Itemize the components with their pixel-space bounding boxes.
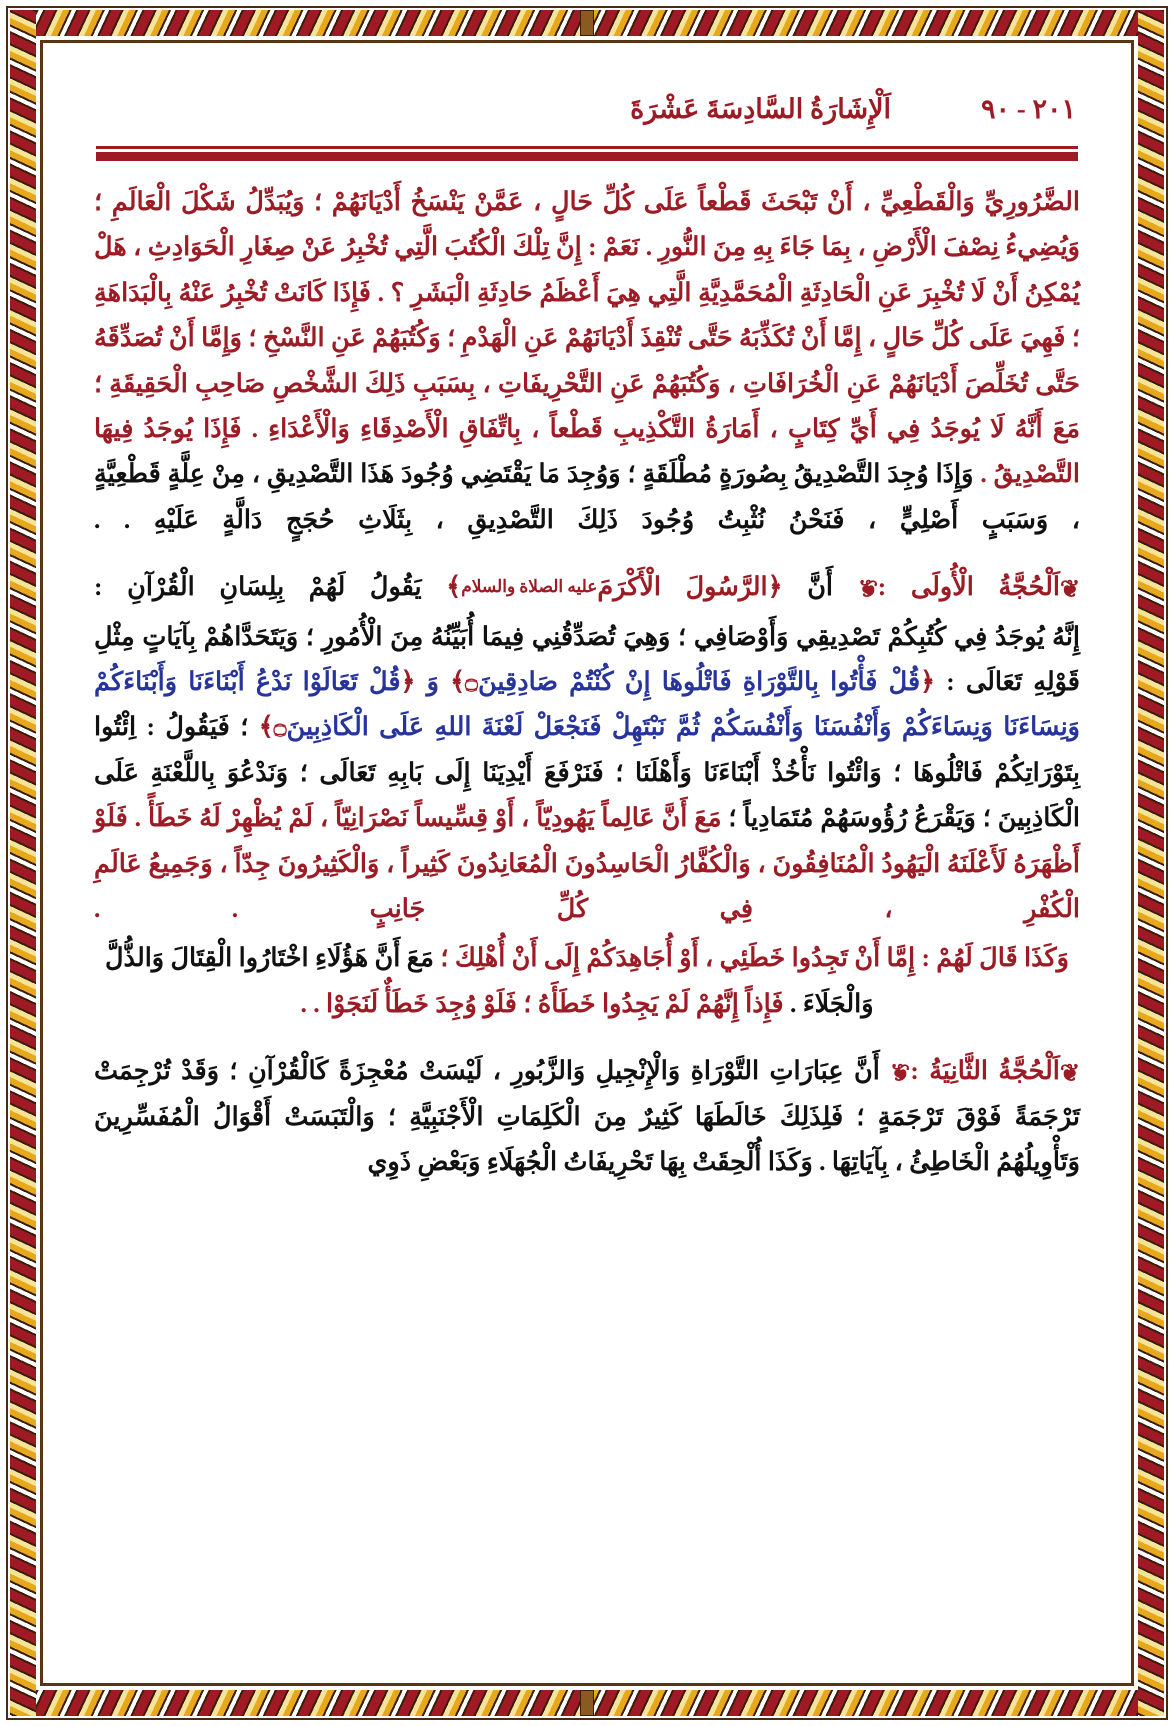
border-tab-bottom — [580, 1690, 594, 1716]
quran-verse-1: قُلْ فَأْتُوا بِالتَّوْرَاةِ فَاتْلُوهَا إِنْ كُنْتُمْ صَادِقِينَ — [477, 667, 921, 697]
verse-close-bracket-icon: ﴾ — [258, 712, 274, 742]
page-title: اَلْإِشَارَةُ السَّادِسَةَ عَشْرَةَ — [630, 93, 891, 124]
floral-ornament-icon: ❦ — [1059, 577, 1081, 603]
verse-end-marker-icon: ۝ — [273, 713, 287, 739]
paragraph-2-black-tail: ؛ فَيَقُولُ : اِئْتُوا بِتَوْرَاتِكُمْ فَاتْلُوهَا ؛ وَائْتُوا نَأْخُذْ أَبْنَاءَنَا وَأَهْلَنَا ؛ فَنَرْفَعَ أَيْدِيَنَا إِلَى بَابِهِ تَعَالَى ؛ وَنَدْعُوَ بِاللَّعْنَةِ عَلَى الْكَاذِبِينَ ؛ وَيَقْرَعُ رُؤُوسَهُمْ مُتَمَادِياً ؛ — [94, 712, 1080, 833]
border-braid-left — [10, 10, 36, 1716]
honorific-icon: عليه الصلاة والسلام — [461, 577, 598, 596]
header-divider-thin — [96, 146, 1078, 149]
paragraph-3 — [94, 935, 1080, 1026]
page-header — [80, 74, 1094, 138]
border-braid-right — [1138, 10, 1164, 1716]
heading-1-connector: أَنَّ — [807, 572, 834, 601]
quran-verse-2: قُلْ تَعَالَوْا نَدْعُ أَبْنَاءَنَا وَأَبْنَاءَكُمْ وَنِسَاءَنَا وَنِسَاءَكُمْ وَأَنْفُسَنَا وَأَنْفُسَكُمْ ثُمَّ نَبْتَهِلْ فَنَجْعَلْ لَعْنَةَ اللهِ عَلَى الْكَاذِبِينَ — [94, 667, 1081, 742]
heading-1-line — [94, 564, 1080, 610]
paragraph-3-black-middle: مَعَ أَنَّ هَؤُلَاءِ اخْتَارُوا الْقِتَالَ وَالذُّلَّ وَالْجَلَاءَ . — [105, 943, 874, 1018]
header-divider-thick — [96, 152, 1078, 161]
paragraph-3-red-tail: فَإِذاً إِنَّهُمْ لَمْ يَجِدُوا خَطَأَهُ ؛ فَلَوْ وُجِدَ خَطَأٌ لَنَجَوْا . . — [300, 988, 784, 1018]
heading-2-paragraph — [94, 1048, 1080, 1184]
page-range: ٢٠١ - ٩٠ — [980, 93, 1076, 124]
heading-2-body: أَنَّ عِبَارَاتِ التَّوْرَاةِ وَالْإِنْجِيلِ وَالزَّبُورِ ، لَيْسَتْ مُعْجِزَةً كَالْقُرْآنِ ؛ وَقَدْ تُرْجِمَتْ تَرْجَمَةً فَوْقَ تَرْجَمَةٍ ؛ فَلِذَلِكَ خَالَطَهَا كَثِيرٌ مِنَ الْكَلِمَاتِ الْأَجْنَبِيَّةِ ؛ وَالْتَبَسَتْ أَقْوَالُ الْمُفَسِّرِينَ وَتَأْوِيلُهُمُ الْخَاطِئُ ، بِآيَاتِهَا . وَكَذَا أُلْحِقَتْ بِهَا تَحْرِيفَاتُ الْجُهَلَاءِ وَبَعْضِ ذَوِي — [94, 1056, 1080, 1177]
paragraph-2 — [94, 614, 1080, 932]
heading-1-tail: يَقُولُ لَهُمْ بِلِسَانِ الْقُرْآنِ : — [94, 572, 422, 601]
paragraph-2-red-tail: مَعَ أَنَّ عَالِماً يَهُودِيّاً ، أَوْ قِسِّيساً نَصْرَانِيّاً ، لَمْ يُظْهِرْ لَهُ خَطَأً . فَلَوْ أَظْهَرَهُ لَأَعْلَنَهُ الْيَهُودُ الْمُنَافِقُونَ ، وَالْكُفَّارُ الْحَاسِدُونَ الْمُعَانِدُونَ كَثِيراً ، وَالْكَثِيرُونَ جِدّاً ، وَجَمِيعُ عَالَمِ الْكُفْرِ ، فِي كُلِّ جَانِبٍ . . — [94, 803, 1080, 923]
page-content — [52, 52, 1122, 1674]
header-divider — [96, 146, 1078, 161]
verse-end-marker-icon: ۝ — [465, 668, 478, 694]
verse-close-bracket-icon: ﴾ — [446, 572, 462, 601]
border-tab-top — [580, 10, 594, 36]
verse-close-bracket-icon: ﴾ — [450, 667, 466, 697]
verse-conjunction: وَ — [426, 667, 439, 697]
heading-1-subject: ﴿الرَّسُولَ الْأَكْرَمَ — [597, 572, 783, 601]
paragraph-2-black-intro: إِنَّهُ يُوجَدُ فِي كُتُبِكُمْ تَصْدِيقِي وَأَوْصَافِي ؛ وَهِيَ تُصَدِّقُنِي فِيمَا أُبَيِّنُهُ مِنَ الْأُمُورِ ؛ وَيَتَحَدَّاهُمْ بِآيَاتٍ مِثْلِ قَوْلِهِ تَعَالَى : — [94, 621, 1081, 697]
paragraph-1 — [94, 179, 1080, 542]
paragraph-1-black-segment: وَإِذَا وُجِدَ التَّصْدِيقُ بِصُورَةٍ مُطْلَقَةٍ ؛ وَوُجِدَ مَا يَقْتَضِي وُجُودَ هَذَا التَّصْدِيقِ ، مِنْ عِلَّةٍ قَطْعِيَّةٍ ، وَسَبَبٍ أَصْلِيٍّ ، فَنَحْنُ نُثْبِتُ وُجُودَ ذَلِكَ التَّصْدِيقِ ، بِثَلَاثِ حُجَجٍ دَالَّةٍ عَلَيْهِ . . — [94, 459, 1080, 534]
body-text — [94, 179, 1080, 1185]
floral-ornament-icon: ❦ — [890, 1061, 911, 1088]
floral-ornament-icon: ❦ — [1059, 1061, 1080, 1088]
paragraph-1-red-segment: الضَّرُورِيِّ وَالْقَطْعِيِّ ، أَنْ تَبْحَثَ قَطْعاً عَلَى كُلِّ حَالٍ ، عَمَّنْ يَنْسَخُ أَدْيَانَهُمْ ؛ وَيُبَدِّلُ شَكْلَ الْعَالَمِ ؛ وَيُضِيءُ نِصْفَ الْأَرْضِ ، بِمَا جَاءَ بِهِ مِنَ النُّورِ . نَعَمْ : إِنَّ تِلْكَ الْكُتُبَ الَّتِي تُخْبِرُ عَنْ صِغَارِ الْحَوَادِثِ ، هَلْ يُمْكِنُ أَنْ لَا تُخْبِرَ عَنِ الْحَادِثَةِ الْمُحَمَّدِيَّةِ الَّتِي هِيَ أَعْظَمُ حَادِثَةِ الْبَشَرِ ؟ . فَإِذَا كَانَتْ تُخْبِرُ عَنْهُ بِالْبَدَاهَةِ ؛ فَهِيَ عَلَى كُلِّ حَالٍ ، إِمَّا أَنْ تُكَذِّبَهُ حَتَّى تُنْقِذَ أَدْيَانَهُمْ عَنِ الْهَدْمِ ؛ وَكُتُبَهُمْ عَنِ النَّسْخِ ؛ وَإِمَّا أَنْ تُصَدِّقَهُ حَتَّى تُخَلِّصَ أَدْيَانَهُمْ عَنِ الْخُرَافَاتِ ، وَكُتُبَهُمْ عَنِ التَّحْرِيفَاتِ ، بِسَبَبِ ذَلِكَ الشَّخْصِ صَاحِبِ الْحَقِيقَةِ ؛ مَعَ أَنَّهُ لَا يُوجَدُ فِي أَيِّ كِتَابٍ ، أَمَارَةُ التَّكْذِيبِ قَطْعاً ، بِاتِّفَاقِ الْأَصْدِقَاءِ وَالْأَعْدَاءِ . فَإِذَا يُوجَدُ فِيهَا التَّصْدِيقُ . — [94, 187, 1080, 489]
verse-open-bracket-icon: ﴿ — [920, 667, 936, 697]
heading-2-label: اَلْحُجَّةُ الثَّانِيَةُ : — [910, 1056, 1060, 1086]
heading-1-label: اَلْحُجَّةُ الْأُولَى : — [877, 572, 1060, 601]
paragraph-3-red-lead: وَكَذَا قَالَ لَهُمْ : إِمَّا أَنْ تَجِدُوا خَطَئِي ، أَوْ أُجَاهِدَكُمْ إِلَى أَنْ أُهْلِكَ ؛ — [440, 943, 1069, 973]
floral-ornament-icon: ❦ — [857, 577, 878, 603]
verse-open-bracket-icon: ﴿ — [400, 667, 416, 697]
